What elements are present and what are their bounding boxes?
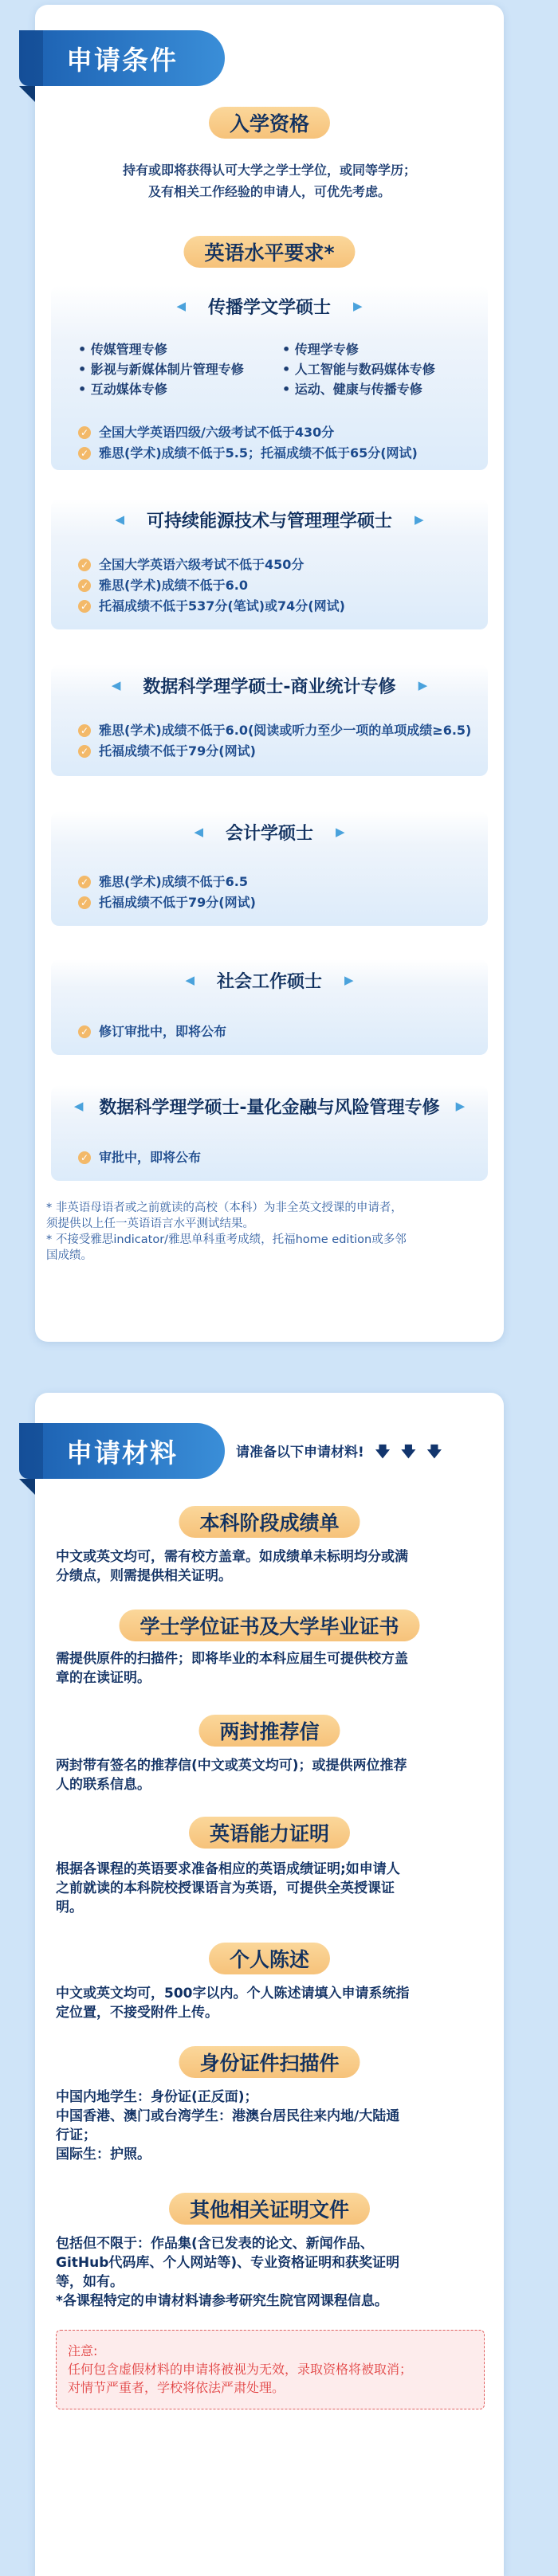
program-social-work bbox=[51, 959, 488, 1055]
requirement-item: ✓ 全国大学英语六级考试不低于450分 bbox=[78, 555, 304, 573]
triangle-left-icon: ◀ bbox=[111, 678, 121, 692]
requirement-item: ✓ 托福成绩不低于537分(笔试)或74分(网试) bbox=[78, 596, 345, 614]
check-icon: ✓ bbox=[78, 1151, 91, 1164]
program-title: ◀ 会计学硕士 ▶ bbox=[194, 823, 345, 844]
material-text: 中国内地学生：身份证(正反面)； 中国香港、澳门或台湾学生：港澳台居民往来内地/大陆通 行证； 国际生：护照。 bbox=[56, 2089, 400, 2162]
requirement-item: ✓ 雅思(学术)成绩不低于6.0 bbox=[78, 575, 248, 594]
check-icon: ✓ bbox=[78, 896, 91, 909]
requirement-item: ✓ 托福成绩不低于79分(网试) bbox=[78, 741, 256, 759]
requirement-item: ✓ 修订审批中，即将公布 bbox=[78, 1021, 226, 1040]
material-text: 两封带有签名的推荐信(中文或英文均可)；或提供两位推荐 人的联系信息。 bbox=[56, 1758, 407, 1793]
program-title: ◀ 社会工作硕士 ▶ bbox=[185, 971, 354, 992]
track-item: • 传媒管理专修 bbox=[78, 342, 167, 357]
check-icon: ✓ bbox=[78, 724, 91, 737]
track-item: • 影视与新媒体制片管理专修 bbox=[78, 362, 244, 377]
material-text: 中文或英文均可，500字以内。个人陈述请填入申请系统指 定位置，不接受附件上传。 bbox=[56, 1986, 410, 2021]
check-icon: ✓ bbox=[78, 447, 91, 460]
track-item: • 互动媒体专修 bbox=[78, 382, 167, 397]
material-text: 中文或英文均可，需有校方盖章。如成绩单未标明均分或满 分绩点，则需提供相关证明。 bbox=[56, 1549, 408, 1584]
check-icon: ✓ bbox=[78, 876, 91, 888]
material-pill: 两封推荐信 bbox=[198, 1715, 340, 1747]
check-icon: ✓ bbox=[78, 426, 91, 439]
check-icon: ✓ bbox=[78, 579, 91, 592]
materials-card bbox=[35, 1393, 504, 2576]
material-pill: 学士学位证书及大学毕业证书 bbox=[119, 1610, 419, 1641]
triangle-left-icon: ◀ bbox=[176, 299, 186, 313]
material-pill: 身份证件扫描件 bbox=[179, 2046, 360, 2078]
admission-pill: 入学资格 bbox=[209, 107, 330, 139]
program-title: ◀ 数据科学理学硕士-商业统计专修 ▶ bbox=[111, 676, 428, 697]
requirements-title: 申请条件 bbox=[19, 30, 225, 86]
program-sustainable-energy bbox=[51, 499, 488, 629]
triangle-left-icon: ◀ bbox=[194, 825, 203, 839]
program-accounting bbox=[51, 811, 488, 926]
material-text: 包括但不限于：作品集(含已发表的论文、新闻作品、 GitHub代码库、个人网站等)、专业资格证明和获奖证明 等，如有。 *各课程特定的申请材料请参考研究生院官网课程信息。 bbox=[56, 2236, 400, 2309]
program-data-science-quant bbox=[51, 1085, 488, 1181]
material-pill: 本科阶段成绩单 bbox=[179, 1506, 360, 1538]
program-data-science-business bbox=[51, 665, 488, 776]
triangle-right-icon: ▶ bbox=[415, 512, 424, 527]
arrow-down-icon: 🡇 bbox=[426, 1444, 442, 1461]
material-pill: 其他相关证明文件 bbox=[169, 2193, 370, 2225]
requirements-card bbox=[35, 5, 504, 1342]
track-item: • 运动、健康与传播专修 bbox=[282, 382, 422, 397]
track-item: • 传理学专修 bbox=[282, 342, 359, 357]
material-text: 需提供原件的扫描件；即将毕业的本科应届生可提供校方盖 章的在读证明。 bbox=[56, 1651, 408, 1686]
triangle-right-icon: ▶ bbox=[353, 299, 363, 313]
check-icon: ✓ bbox=[78, 559, 91, 571]
materials-title: 申请材料 bbox=[19, 1423, 225, 1479]
triangle-right-icon: ▶ bbox=[336, 825, 345, 839]
english-pill: 英语水平要求* bbox=[183, 236, 355, 268]
check-icon: ✓ bbox=[78, 1025, 91, 1038]
track-item: • 人工智能与数码媒体专修 bbox=[282, 362, 435, 377]
arrow-down-icon: 🡇 bbox=[401, 1444, 416, 1461]
arrow-down-icon: 🡇 bbox=[375, 1444, 391, 1461]
admission-text: 持有或即将获得认可大学之学士学位，或同等学历； 及有相关工作经验的申请人，可优先考虑。 bbox=[122, 163, 416, 199]
triangle-right-icon: ▶ bbox=[418, 678, 428, 692]
program-title: ◀ 数据科学理学硕士-量化金融与风险管理专修 ▶ bbox=[73, 1097, 466, 1118]
material-pill: 英语能力证明 bbox=[189, 1817, 350, 1849]
requirement-item: ✓ 全国大学英语四级/六级考试不低于430分 bbox=[78, 422, 334, 441]
triangle-left-icon: ◀ bbox=[185, 973, 195, 987]
material-pill: 个人陈述 bbox=[209, 1943, 330, 1974]
triangle-right-icon: ▶ bbox=[344, 973, 354, 987]
material-text: 根据各课程的英语要求准备相应的英语成绩证明;如申请人 之前就读的本科院校授课语言为英语，可提供全英授课证 明。 bbox=[56, 1861, 400, 1915]
requirement-item: ✓ 审批中，即将公布 bbox=[78, 1147, 201, 1166]
triangle-left-icon: ◀ bbox=[115, 512, 124, 527]
program-communication bbox=[51, 285, 488, 470]
materials-prompt: 请准备以下申请材料! 🡇 🡇 🡇 bbox=[236, 1441, 442, 1466]
check-icon: ✓ bbox=[78, 745, 91, 758]
program-title: ◀ 传播学文学硕士 ▶ bbox=[176, 297, 363, 318]
triangle-left-icon: ◀ bbox=[73, 1099, 84, 1113]
check-icon: ✓ bbox=[78, 600, 91, 613]
warning-box: 注意: 任何包含虚假材料的申请将被视为无效，录取资格将被取消； 对情节严重者，学校将依法严肃处理。 bbox=[56, 2330, 485, 2409]
requirement-item: ✓ 雅思(学术)成绩不低于5.5；托福成绩不低于65分(网试) bbox=[78, 443, 418, 461]
english-notes: * 非英语母语者或之前就读的高校（本科）为非全英文授课的申请者， 须提供以上任一英语语言水平测试结果。 * 不接受雅思indicator/雅思单科重考成绩，托福home edition或多邻 国成绩。 bbox=[46, 1202, 407, 1262]
requirement-item: ✓ 托福成绩不低于79分(网试) bbox=[78, 892, 256, 911]
requirement-item: ✓ 雅思(学术)成绩不低于6.0(阅读或听力至少一项的单项成绩≥6.5) bbox=[78, 720, 471, 739]
requirement-item: ✓ 雅思(学术)成绩不低于6.5 bbox=[78, 872, 248, 890]
program-title: ◀ 可持续能源技术与管理理学硕士 ▶ bbox=[115, 511, 424, 531]
triangle-right-icon: ▶ bbox=[455, 1099, 466, 1113]
